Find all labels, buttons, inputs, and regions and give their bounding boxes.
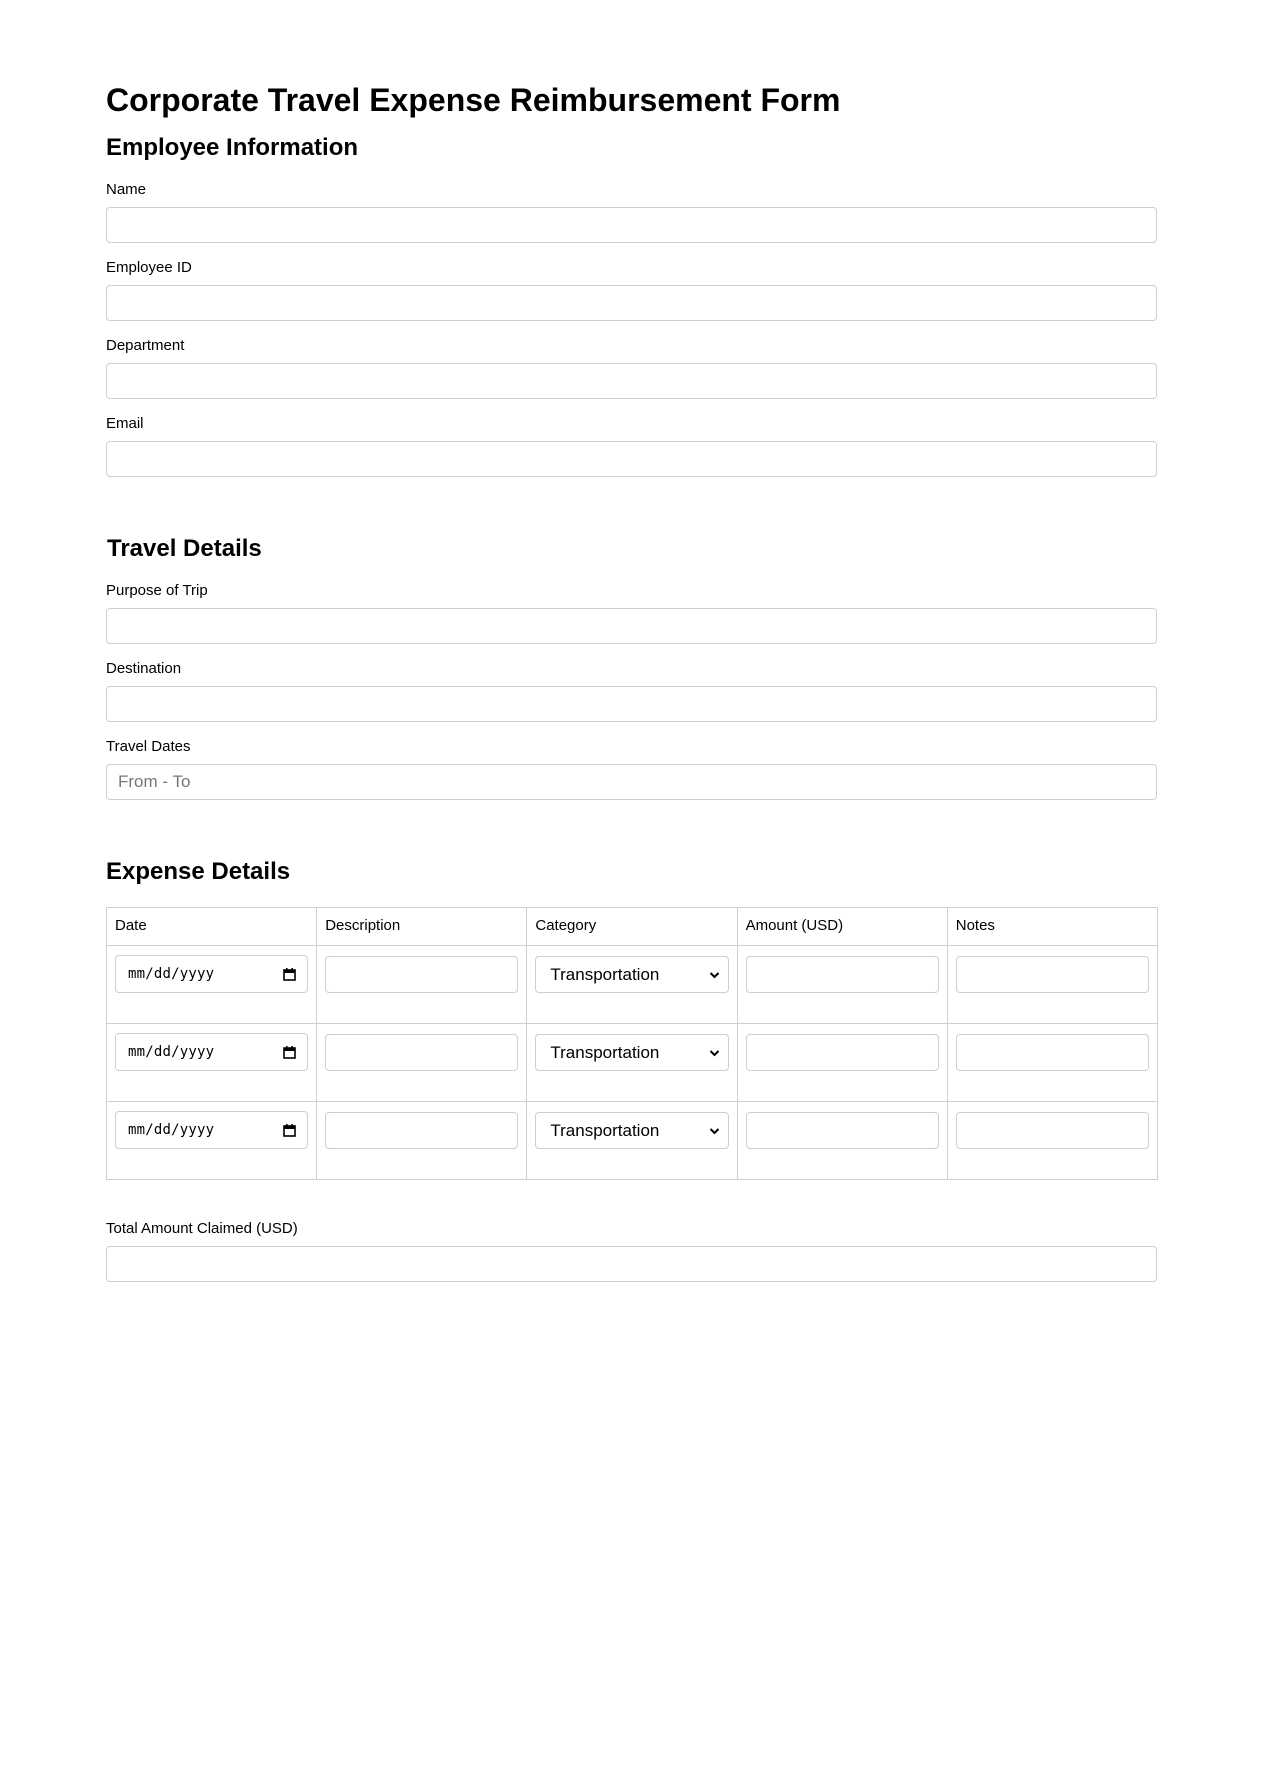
column-header-notes: Notes: [947, 908, 1157, 946]
destination-label: Destination: [106, 660, 182, 677]
chevron-down-icon: [709, 1127, 720, 1135]
description-cell: [317, 1102, 527, 1180]
description-cell: [317, 946, 527, 1024]
department-input[interactable]: [106, 363, 1157, 399]
date-input[interactable]: [115, 1111, 308, 1149]
employee-id-label: Employee ID: [106, 259, 192, 276]
department-label: Department: [106, 337, 185, 354]
description-input[interactable]: [325, 956, 518, 993]
total-field-group: [106, 1220, 1157, 1282]
email-field-group: [106, 415, 1157, 477]
date-placeholder: mm/dd/yyyy: [128, 966, 215, 982]
date-cell: [107, 946, 317, 1024]
email-input[interactable]: [106, 441, 1157, 477]
calendar-icon[interactable]: [283, 1046, 296, 1059]
name-label: Name: [106, 181, 147, 198]
amount-input[interactable]: [746, 956, 939, 993]
email-label: Email: [106, 415, 144, 432]
purpose-field-group: [106, 582, 1157, 644]
notes-input[interactable]: [956, 1034, 1149, 1071]
category-cell: [527, 946, 737, 1024]
calendar-icon[interactable]: [283, 1124, 296, 1137]
expense-table: [106, 907, 1158, 1180]
category-select[interactable]: [535, 956, 728, 993]
category-cell: [527, 1102, 737, 1180]
category-selected-value: Transportation: [550, 964, 660, 984]
total-amount-input[interactable]: [106, 1246, 1157, 1282]
expense-details-heading: Expense Details: [106, 858, 291, 885]
destination-input[interactable]: [106, 686, 1157, 722]
notes-cell: [947, 1102, 1157, 1180]
name-field-group: [106, 181, 1157, 243]
employee-id-field-group: [106, 259, 1157, 321]
amount-input[interactable]: [746, 1034, 939, 1071]
destination-field-group: [106, 660, 1157, 722]
travel-details-heading: Travel Details: [107, 535, 262, 562]
employee-id-input[interactable]: [106, 285, 1157, 321]
table-row: [107, 1024, 1158, 1102]
total-amount-label: Total Amount Claimed (USD): [106, 1220, 298, 1237]
notes-cell: [947, 946, 1157, 1024]
department-field-group: [106, 337, 1157, 399]
notes-input[interactable]: [956, 1112, 1149, 1149]
notes-input[interactable]: [956, 956, 1149, 993]
travel-dates-input[interactable]: [106, 764, 1157, 800]
table-row: [107, 1102, 1158, 1180]
calendar-icon[interactable]: [283, 968, 296, 981]
date-placeholder: mm/dd/yyyy: [128, 1044, 215, 1060]
date-cell: [107, 1102, 317, 1180]
date-input[interactable]: [115, 955, 308, 993]
table-header-row: [107, 908, 1158, 946]
name-input[interactable]: [106, 207, 1157, 243]
table-row: [107, 946, 1158, 1024]
notes-cell: [947, 1024, 1157, 1102]
column-header-date: Date: [107, 908, 317, 946]
purpose-label: Purpose of Trip: [106, 582, 208, 599]
employee-information-heading: Employee Information: [106, 134, 359, 161]
category-selected-value: Transportation: [550, 1042, 660, 1062]
chevron-down-icon: [709, 971, 720, 979]
column-header-category: Category: [527, 908, 737, 946]
chevron-down-icon: [709, 1049, 720, 1057]
column-header-description: Description: [317, 908, 527, 946]
date-input[interactable]: [115, 1033, 308, 1071]
travel-dates-label: Travel Dates: [106, 738, 191, 755]
category-cell: [527, 1024, 737, 1102]
amount-cell: [737, 1102, 947, 1180]
category-select[interactable]: [535, 1034, 728, 1071]
amount-input[interactable]: [746, 1112, 939, 1149]
description-cell: [317, 1024, 527, 1102]
page-title: Corporate Travel Expense Reimbursement Form: [106, 82, 841, 118]
purpose-input[interactable]: [106, 608, 1157, 644]
category-selected-value: Transportation: [550, 1120, 660, 1140]
amount-cell: [737, 1024, 947, 1102]
column-header-amount: Amount (USD): [737, 908, 947, 946]
description-input[interactable]: [325, 1112, 518, 1149]
description-input[interactable]: [325, 1034, 518, 1071]
amount-cell: [737, 946, 947, 1024]
category-select[interactable]: [535, 1112, 728, 1149]
date-placeholder: mm/dd/yyyy: [128, 1122, 215, 1138]
travel-dates-field-group: [106, 738, 1157, 800]
date-cell: [107, 1024, 317, 1102]
